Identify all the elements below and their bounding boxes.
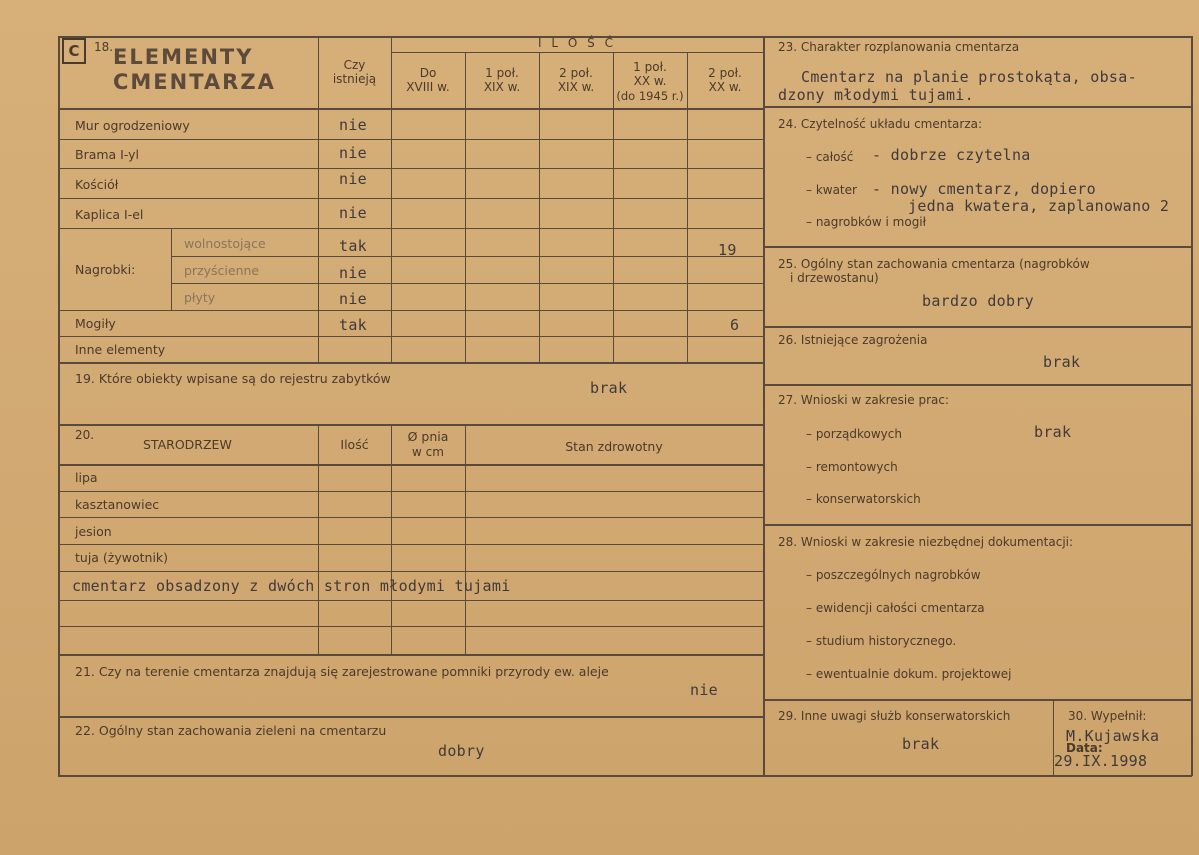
row-wolnostojace-label: wolnostojące <box>184 236 266 251</box>
section-28-item-projektowej: – ewentualnie dokum. projektowej <box>806 667 1012 681</box>
section-19-label: 19. Które obiekty wpisane są do rejestru zabytków <box>75 371 391 386</box>
col-czy-line1: Czy <box>343 58 366 72</box>
section-27-item-remontowych: – remontowych <box>806 460 898 474</box>
section-20-note: cmentarz obsadzony z dwóch stron młodymi tujami <box>72 577 511 595</box>
section-24-label: 24. Czytelność układu cmentarza: <box>778 117 983 131</box>
section-29-value: brak <box>902 735 940 753</box>
section-24-kwater: – kwater <box>806 183 857 197</box>
col-2xx-line2: XX w. <box>708 80 742 94</box>
section-30-date: 29.IX.1998 <box>1054 752 1148 770</box>
section-26-label: 26. Istniejące zagrożenia <box>778 333 928 347</box>
section-20-number: 20. <box>75 428 95 442</box>
section-24-kwater-value-line1: - nowy cmentarz, dopiero <box>872 180 1096 198</box>
row-brama-label: Brama I-yl <box>75 147 140 162</box>
section-28-item-ewidencji: – ewidencji całości cmentarza <box>806 601 985 615</box>
section-24-calosc: – całość <box>806 150 854 164</box>
col-xviii-line2: XVIII w. <box>406 80 450 94</box>
col-tree-stan: Stan zdrowotny <box>565 439 663 454</box>
row-inne-label: Inne elementy <box>75 342 166 357</box>
section-21-label: 21. Czy na terenie cmentarza znajdują się zarejestrowane pomniki przyrody ew. aleje <box>75 664 609 679</box>
section-24-calosc-value: - dobrze czytelna <box>872 146 1031 164</box>
col-1xx-line1: 1 poł. <box>633 60 667 74</box>
col-1xix-line2: XIX w. <box>483 80 521 94</box>
section-25-label-line1: 25. Ogólny stan zachowania cmentarza (nagrobków <box>778 257 1090 271</box>
section-22-label: 22. Ogólny stan zachowania zieleni na cmentarzu <box>75 723 387 738</box>
section-25-label-line2: i drzewostanu) <box>790 271 879 285</box>
row-plyty-label: płyty <box>184 290 216 305</box>
section-23-label: 23. Charakter rozplanowania cmentarza <box>778 40 1020 54</box>
section-18-title-line2: CMENTARZA <box>113 70 276 94</box>
tree-lipa: lipa <box>75 470 98 485</box>
row-mur-value: nie <box>339 116 367 134</box>
row-brama-value: nie <box>339 144 367 162</box>
section-22-value: dobry <box>438 742 485 760</box>
row-przyscienne-label: przyścienne <box>184 263 260 278</box>
section-24-nagrobkow: – nagrobków i mogił <box>806 215 927 229</box>
section-18-number: 18. <box>94 40 114 54</box>
col-tree-pnia-line1: Ø pnia <box>407 429 449 444</box>
form-code-box <box>62 38 86 64</box>
row-kaplica-value: nie <box>339 204 367 222</box>
section-26-value: brak <box>1043 353 1081 371</box>
col-czy-line2: istnieją <box>332 72 377 86</box>
row-plyty-value: nie <box>339 290 367 308</box>
section-23-value-line2: dzony młodymi tujami. <box>778 86 974 104</box>
row-kosciol-label: Kościół <box>75 177 119 192</box>
row-mogily-label: Mogiły <box>75 316 116 331</box>
row-nagrobki-label: Nagrobki: <box>75 262 136 277</box>
col-1xx-line3: (do 1945 r.) <box>616 89 684 103</box>
section-30-label: 30. Wypełnił: <box>1068 709 1147 723</box>
section-30-date-label: Data: <box>1066 741 1103 755</box>
col-1xix-line1: 1 poł. <box>485 66 519 80</box>
tree-kasztanowiec: kasztanowiec <box>75 497 160 512</box>
col-1xx-line2: XX w. <box>633 74 667 88</box>
section-28-item-studium: – studium historycznego. <box>806 634 957 648</box>
section-30-name: M.Kujawska <box>1066 727 1160 745</box>
col-2xix-line1: 2 poł. <box>559 66 593 80</box>
col-2xix-line2: XIX w. <box>557 80 595 94</box>
row-mogily-value: tak <box>339 316 367 334</box>
tree-tuja: tuja (żywotnik) <box>75 550 169 565</box>
section-23-value-line1: Cmentarz na planie prostokąta, obsa- <box>801 68 1137 86</box>
section-29-label: 29. Inne uwagi służb konserwatorskich <box>778 709 1011 723</box>
col-tree-ilosc: Ilość <box>340 437 369 452</box>
row-mur-label: Mur ogrodzeniowy <box>75 118 190 133</box>
row-wolnostojace-count: 19 <box>718 241 737 259</box>
section-27-label: 27. Wnioski w zakresie prac: <box>778 393 950 407</box>
section-27-item-konserwatorskich: – konserwatorskich <box>806 492 921 506</box>
col-2xx-line1: 2 poł. <box>708 66 742 80</box>
section-27-value: brak <box>1034 423 1072 441</box>
section-28-item-nagrobkow: – poszczególnych nagrobków <box>806 568 981 582</box>
section-28-label: 28. Wnioski w zakresie niezbędnej dokumentacji: <box>778 535 1074 549</box>
col-xviii-line1: Do <box>419 66 437 80</box>
tree-jesion: jesion <box>75 524 112 539</box>
row-przyscienne-value: nie <box>339 264 367 282</box>
section-18-title-line1: ELEMENTY <box>113 45 254 69</box>
section-19-value: brak <box>590 379 628 397</box>
col-ilosc-header: I L O Ś Ć <box>538 36 616 50</box>
row-mogily-count: 6 <box>730 316 740 334</box>
col-tree-pnia-line2: w cm <box>412 445 444 459</box>
section-24-kwater-value-line2: jedna kwatera, zaplanowano 2 <box>908 197 1170 215</box>
section-27-item-porzadkowych: – porządkowych <box>806 427 902 441</box>
form-code: C <box>68 42 80 60</box>
row-wolnostojace-value: tak <box>339 237 367 255</box>
row-kosciol-value: nie <box>339 170 367 188</box>
row-kaplica-label: Kaplica I-el <box>75 207 144 222</box>
section-21-value: nie <box>690 681 718 699</box>
section-25-value: bardzo dobry <box>922 292 1034 310</box>
section-20-title: STARODRZEW <box>143 437 232 452</box>
